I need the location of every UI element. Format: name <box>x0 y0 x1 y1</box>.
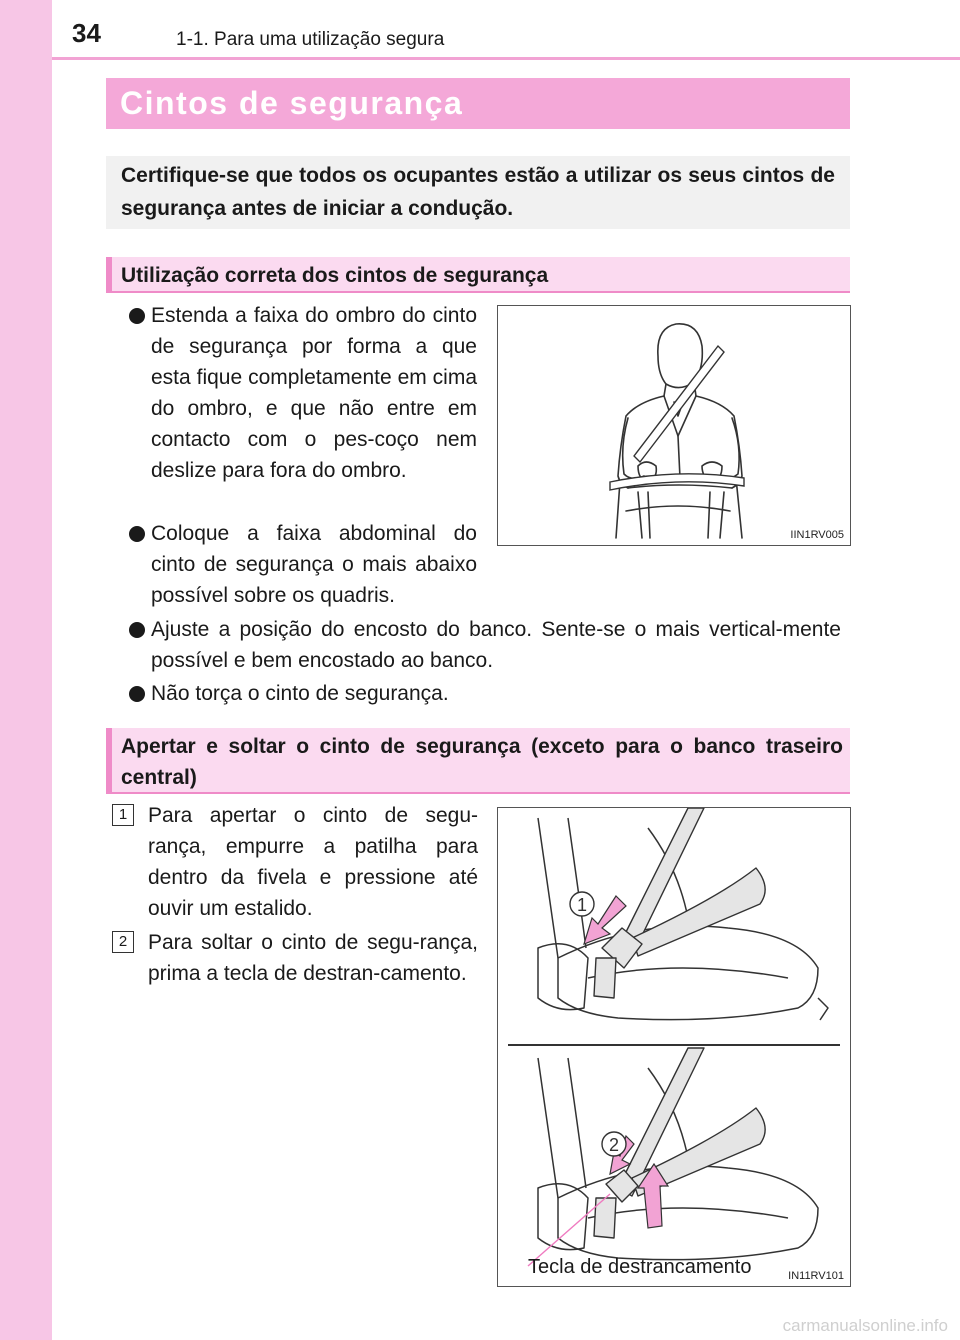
bullet-dot-icon <box>129 526 145 542</box>
occupant-illustration <box>498 306 850 545</box>
title-bar <box>106 78 850 129</box>
bullet-text: Ajuste a posição do encosto do banco. Sente-se o mais vertical-mente possível e bem encostado ao banco. <box>151 618 841 672</box>
section-heading-correct-use <box>106 257 850 293</box>
figure-seated-occupant <box>497 305 851 546</box>
section-heading-text: Utilização correta dos cintos de segurança <box>121 264 549 287</box>
step-number-badge: 2 <box>112 931 134 953</box>
bullet-item <box>129 518 477 613</box>
header-rule <box>52 57 960 60</box>
figure-code: IIN1RV005 <box>790 529 844 541</box>
section-heading-text: Apertar e soltar o cinto de segurança (exceto para o banco traseiro central) <box>121 735 843 789</box>
figure-code: IN11RV101 <box>788 1270 844 1282</box>
intro-box <box>106 156 850 229</box>
bullet-dot-icon <box>129 686 145 702</box>
bullet-text: Não torça o cinto de segurança. <box>151 682 449 705</box>
page-number: 34 <box>72 18 101 48</box>
bullet-item <box>129 614 841 678</box>
figure-callout: 1 <box>576 895 588 915</box>
step-number-badge: 1 <box>112 804 134 826</box>
step-text: Para soltar o cinto de segu-rança, prima a tecla de destran-camento. <box>148 931 478 985</box>
step-item <box>112 927 478 1022</box>
page-sidebar <box>0 0 52 1340</box>
intro-text: Certifique-se que todos os ocupantes estão a utilizar os seus cintos de segurança antes de iniciar a condução. <box>121 164 835 220</box>
step-item <box>112 800 478 925</box>
page-title: Cintos de segurança <box>120 85 464 121</box>
bullet-dot-icon <box>129 308 145 324</box>
buckle-illustration <box>498 808 850 1286</box>
bullet-text: Estenda a faixa do ombro do cinto de segurança por forma a que esta fique completamente em cima do ombro, e que não entre em contacto com o pes-coço nem deslize para fora do ombro. <box>151 304 477 482</box>
step-text: Para apertar o cinto de segu-rança, empurre a patilha para dentro da fivela e pressione até ouvir um estalido. <box>148 804 478 920</box>
bullet-item <box>129 300 477 500</box>
running-header: 1-1. Para uma utilização segura <box>176 29 445 50</box>
figure-callout: 2 <box>608 1135 620 1155</box>
figure-buckle-steps <box>497 807 851 1287</box>
release-key-label: Tecla de destrancamento <box>528 1256 752 1278</box>
bullet-item <box>129 678 841 712</box>
section-heading-fasten-release <box>106 728 850 794</box>
bullet-text: Coloque a faixa abdominal do cinto de segurança o mais abaixo possível sobre os quadris. <box>151 522 477 607</box>
footer-watermark: carmanualsonline.info <box>782 1316 948 1335</box>
bullet-dot-icon <box>129 622 145 638</box>
